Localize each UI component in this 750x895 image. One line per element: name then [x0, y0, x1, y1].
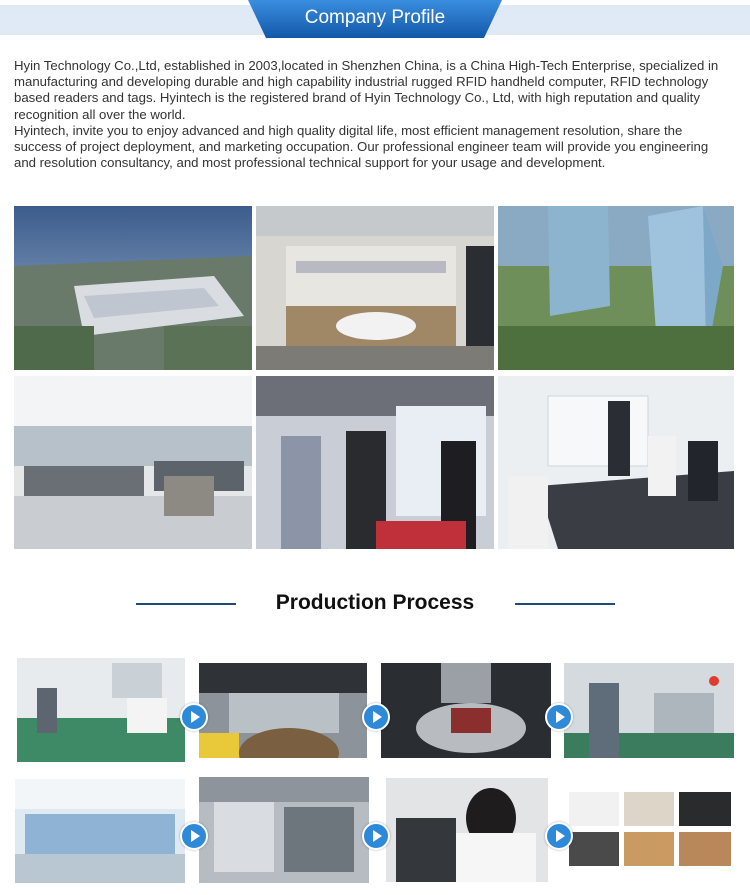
arrow-right-circle-icon[interactable]	[180, 703, 208, 731]
photo-office-towers	[498, 206, 734, 370]
heading-line-right	[515, 603, 615, 605]
photo-meeting-room	[498, 376, 734, 549]
process-photo-finished-products	[566, 790, 734, 868]
photo-industrial-park	[14, 206, 252, 370]
photo-trade-show	[256, 376, 494, 549]
arrow-right-circle-icon[interactable]	[362, 822, 390, 850]
arrow-right-circle-icon[interactable]	[180, 822, 208, 850]
process-photo-production-hall	[15, 779, 185, 883]
header-banner-tab	[248, 0, 502, 38]
company-intro	[14, 58, 729, 178]
process-photo-smt-machine	[199, 663, 367, 758]
process-photo-assembly-line	[17, 658, 185, 762]
arrow-right-circle-icon[interactable]	[545, 703, 573, 731]
photo-reception-lobby	[256, 206, 494, 370]
intro-paragraph-2: Hyintech, invite you to enjoy advanced and high quality digital life, most efficient management resolution, share the success of project deployment, and marketing occupation. Our professional engineer team will provide you engineering and resolution consultancy, and most professional technical support for your usage and development.	[14, 122, 709, 171]
process-photo-packaging-machine	[199, 777, 369, 883]
process-photo-microscope-qc	[386, 778, 548, 882]
section-title-production: Production Process	[275, 591, 475, 614]
process-photo-chip-inspection	[381, 663, 551, 758]
photo-office-floor	[14, 376, 252, 549]
intro-paragraph-1: Hyin Technology Co.,Ltd, established in 2003,located in Shenzhen China, is a China High-Tech Enterprise, specialized in manufacturing and developing durable and high capability industrial rugged RFID handheld computer, RFID technology based readers and tags. Hyintech is the registered brand of Hyin Technology Co., Ltd, with high reputation and quality recognition all over the world.	[14, 58, 719, 122]
page-title: Company Profile	[304, 7, 446, 28]
arrow-right-circle-icon[interactable]	[545, 822, 573, 850]
process-photo-worker-station	[564, 663, 734, 758]
arrow-right-circle-icon[interactable]	[362, 703, 390, 731]
